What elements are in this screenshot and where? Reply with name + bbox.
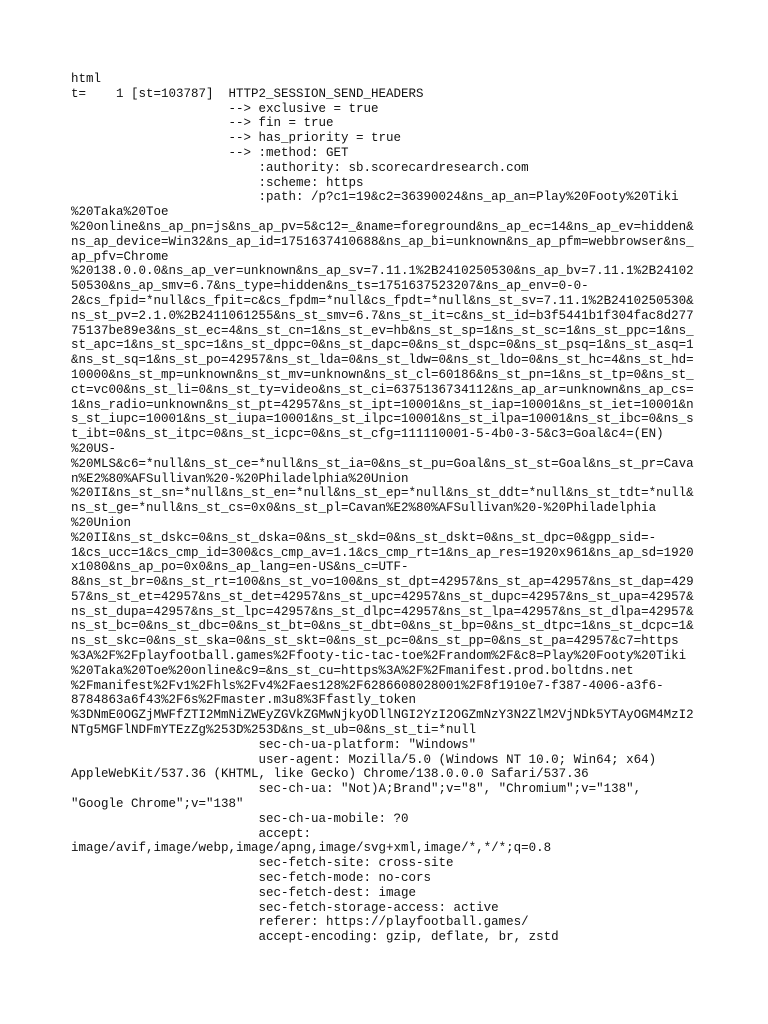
log-line: %20online&ns_ap_pn=js&ns_ap_pv=5&c12=_&name=foreground&ns_ap_ec=14&ns_ap_ev=hidden& — [71, 219, 694, 234]
log-line: n%E2%80%AFSullivan%20-%20Philadelphia%20Union — [71, 471, 409, 486]
log-line: --> :method: GET — [71, 145, 349, 160]
log-line: %20II&ns_st_sn=*null&ns_st_en=*null&ns_st_ep=*null&ns_st_ddt=*null&ns_st_tdt=*null& — [71, 486, 694, 501]
log-line: accept-encoding: gzip, deflate, br, zstd — [71, 930, 559, 945]
log-line: --> exclusive = true — [71, 101, 379, 116]
log-line: %20Taka%20Toe — [71, 205, 169, 220]
log-line: NTg5MGFlNDFmYTEzZg%253D%253D&ns_st_ub=0&ns_st_ti=*null — [71, 723, 477, 738]
log-line: ap_pfv=Chrome — [71, 249, 169, 264]
log-line: %20US- — [71, 441, 117, 456]
log-line: :authority: sb.scorecardresearch.com — [71, 160, 529, 175]
log-line: :path: /p?c1=19&c2=36390024&ns_ap_an=Play%20Footy%20Tiki — [71, 190, 679, 205]
log-line: sec-fetch-dest: image — [71, 885, 417, 900]
log-line: %20Taka%20Toe%20online&c9=&ns_st_cu=https%3A%2F%2Fmanifest.prod.boltdns.net — [71, 663, 634, 678]
log-line: accept: — [71, 826, 312, 841]
log-line: user-agent: Mozilla/5.0 (Windows NT 10.0; Win64; x64) — [71, 752, 657, 767]
document-heading: html — [71, 72, 102, 86]
log-line: ns_st_pv=2.1.0%2B2411061255&ns_st_smv=6.7&ns_st_it=c&ns_st_id=b3f5441b1f304fac8d277 — [71, 308, 694, 323]
log-line: "Google Chrome";v="138" — [71, 797, 244, 812]
log-line: 2&cs_fpid=*null&cs_fpit=c&cs_fpdm=*null&cs_fpdt=*null&ns_st_sv=7.11.1%2B2410250530& — [71, 293, 694, 308]
log-line: s_st_iupc=10001&ns_st_iupa=10001&ns_st_ilpc=10001&ns_st_ilpa=10001&ns_st_ibc=0&ns_s — [71, 412, 694, 427]
log-line: sec-ch-ua-mobile: ?0 — [71, 811, 409, 826]
log-line: x1080&ns_ap_po=0x0&ns_ap_lang=en-US&ns_c=UTF- — [71, 560, 409, 575]
log-line: %3DNmE0OGZjMWFfZTI2MmNiZWEyZGVkZGMwNjkyODllNGI2YzI2OGZmNzY3N2ZlM2VjNDk5YTAyOGM4MzI2 — [71, 708, 694, 723]
log-line: t= 1 [st=103787] HTTP2_SESSION_SEND_HEADERS — [71, 86, 424, 101]
log-line: 8784863a6f43%2F6s%2Fmaster.m3u8%3Ffastly_token — [71, 693, 417, 708]
log-line: %3A%2F%2Fplayfootball.games%2Ffooty-tic-tac-toe%2Frandom%2F&c8=Play%20Footy%20Tiki — [71, 649, 687, 664]
log-line: ns_st_bc=0&ns_st_dbc=0&ns_st_bt=0&ns_st_dbt=0&ns_st_bp=0&ns_st_dtpc=1&ns_st_dcpc=1& — [71, 619, 694, 634]
log-line: st_apc=1&ns_st_spc=1&ns_st_dppc=0&ns_st_dapc=0&ns_st_dspc=0&ns_st_psq=1&ns_st_asq=1 — [71, 338, 694, 353]
log-line: sec-fetch-site: cross-site — [71, 856, 454, 871]
log-line: %20MLS&c6=*null&ns_st_ce=*null&ns_st_ia=0&ns_st_pu=Goal&ns_st_st=Goal&ns_st_pr=Cava — [71, 456, 694, 471]
log-line: ns_st_skc=0&ns_st_ska=0&ns_st_skt=0&ns_st_pc=0&ns_st_pp=0&ns_st_pa=42957&c7=https — [71, 634, 679, 649]
log-line: AppleWebKit/537.36 (KHTML, like Gecko) Chrome/138.0.0.0 Safari/537.36 — [71, 767, 589, 782]
log-line: referer: https://playfootball.games/ — [71, 915, 529, 930]
log-line: t_ibt=0&ns_st_itpc=0&ns_st_icpc=0&ns_st_cfg=111110001-5-4b0-3-5&c3=Goal&c4=(EN) — [71, 427, 664, 442]
log-line: %20138.0.0.0&ns_ap_ver=unknown&ns_ap_sv=7.11.1%2B2410250530&ns_ap_bv=7.11.1%2B24102 — [71, 264, 694, 279]
log-line: 10000&ns_st_mp=unknown&ns_st_mv=unknown&ns_st_cl=60186&ns_st_pn=1&ns_st_tp=0&ns_st_ — [71, 367, 694, 382]
log-line: 8&ns_st_br=0&ns_st_rt=100&ns_st_vo=100&ns_st_dpt=42957&ns_st_ap=42957&ns_st_dap=429 — [71, 575, 694, 590]
log-line: %20II&ns_st_dskc=0&ns_st_dska=0&ns_st_skd=0&ns_st_dskt=0&ns_st_dpc=0&gpp_sid=- — [71, 530, 657, 545]
log-line: image/avif,image/webp,image/apng,image/svg+xml,image/*,*/*;q=0.8 — [71, 841, 552, 856]
log-line: sec-fetch-storage-access: active — [71, 900, 499, 915]
log-line: 50530&ns_ap_smv=6.7&ns_type=hidden&ns_ts=1751637523207&ns_ap_env=0-0- — [71, 279, 589, 294]
log-line: %20Union — [71, 515, 132, 530]
log-line: ct=vc00&ns_st_li=0&ns_st_ty=video&ns_st_ci=6375136734112&ns_ap_ar=unknown&ns_ap_cs= — [71, 382, 694, 397]
log-line: --> has_priority = true — [71, 131, 402, 146]
log-line: %2Fmanifest%2Fv1%2Fhls%2Fv4%2Faes128%2F6286608028001%2F8f1910e7-f387-4006-a3f6- — [71, 678, 664, 693]
log-line: --> fin = true — [71, 116, 334, 131]
log-document — [71, 72, 701, 945]
log-line: 75137be89e3&ns_st_ec=4&ns_st_cn=1&ns_st_ev=hb&ns_st_sp=1&ns_st_sc=1&ns_st_ppc=1&ns_ — [71, 323, 694, 338]
log-line: sec-ch-ua-platform: "Windows" — [71, 737, 477, 752]
log-line: ns_ap_device=Win32&ns_ap_id=1751637410688&ns_ap_bi=unknown&ns_ap_pfm=webbrowser&ns_ — [71, 234, 694, 249]
log-line: :scheme: https — [71, 175, 364, 190]
log-line: 1&ns_radio=unknown&ns_st_pt=42957&ns_st_ipt=10001&ns_st_iap=10001&ns_st_iet=10001&n — [71, 397, 694, 412]
log-line: sec-fetch-mode: no-cors — [71, 871, 432, 886]
log-line: 1&cs_ucc=1&cs_cmp_id=300&cs_cmp_av=1.1&cs_cmp_rt=1&ns_ap_res=1920x961&ns_ap_sd=1920 — [71, 545, 694, 560]
log-line: &ns_st_sq=1&ns_st_po=42957&ns_st_lda=0&ns_st_ldw=0&ns_st_ldo=0&ns_st_hc=4&ns_st_hd= — [71, 353, 694, 368]
log-line: 57&ns_st_et=42957&ns_st_det=42957&ns_st_upc=42957&ns_st_dupc=42957&ns_st_upa=42957& — [71, 589, 694, 604]
log-line: ns_st_dupa=42957&ns_st_lpc=42957&ns_st_dlpc=42957&ns_st_lpa=42957&ns_st_dlpa=42957& — [71, 604, 694, 619]
log-line: ns_st_ge=*null&ns_st_cs=0x0&ns_st_pl=Cavan%E2%80%AFSullivan%20-%20Philadelphia — [71, 501, 657, 516]
log-line: sec-ch-ua: "Not)A;Brand";v="8", "Chromium";v="138", — [71, 782, 642, 797]
